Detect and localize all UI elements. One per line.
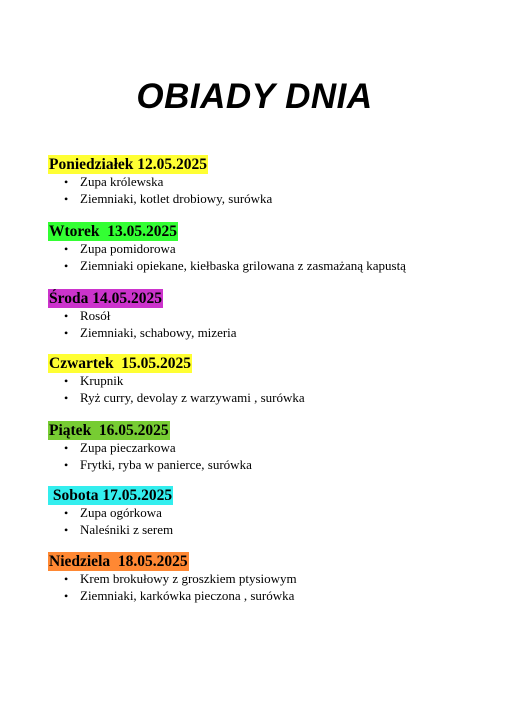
menu-list xyxy=(48,440,488,473)
bullet-icon: • xyxy=(64,374,69,388)
menu-list xyxy=(48,174,488,207)
menu-item: • Rosół xyxy=(64,308,111,323)
bullet-icon: • xyxy=(64,175,69,189)
menu-item: • Ziemniaki, karkówka pieczona , surówka xyxy=(64,587,295,603)
page-title: OBIADY DNIA xyxy=(136,77,373,117)
menu-item: • Ziemniaki opiekane, kiełbaska grilowana z zasmażaną kapustą xyxy=(64,257,406,273)
bullet-icon: • xyxy=(64,309,69,323)
day-header: Sobota 17.05.2025 xyxy=(49,487,173,504)
day-header: Niedziela 18.05.2025 xyxy=(49,553,188,570)
day-tuesday xyxy=(48,222,488,274)
day-wednesday xyxy=(48,289,488,341)
bullet-icon: • xyxy=(64,258,69,273)
bullet-icon: • xyxy=(64,506,69,520)
menu-item: • Zupa pieczarkowa xyxy=(64,440,176,455)
bullet-icon: • xyxy=(64,191,69,206)
day-sunday xyxy=(48,552,488,604)
menu-list xyxy=(48,241,488,274)
bullet-icon: • xyxy=(64,588,69,603)
menu-item: • Zupa pomidorowa xyxy=(64,241,176,256)
menu-list xyxy=(48,571,488,604)
menu-list xyxy=(48,373,488,406)
day-saturday xyxy=(48,486,488,538)
menu-item: • Ziemniaki, kotlet drobiowy, surówka xyxy=(64,190,273,206)
day-header: Piątek 16.05.2025 xyxy=(49,422,169,439)
bullet-icon: • xyxy=(64,441,69,455)
bullet-icon: • xyxy=(64,522,69,537)
menu-item: • Zupa królewska xyxy=(64,174,164,189)
menu-item: • Krupnik xyxy=(64,373,124,388)
menu-item: • Frytki, ryba w panierce, surówka xyxy=(64,456,252,472)
bullet-icon: • xyxy=(64,572,69,586)
day-header: Poniedziałek 12.05.2025 xyxy=(49,156,208,173)
day-friday xyxy=(48,421,488,473)
bullet-icon: • xyxy=(64,390,69,405)
menu-list xyxy=(48,308,488,341)
day-header: Wtorek 13.05.2025 xyxy=(49,223,178,240)
day-monday xyxy=(48,155,488,207)
day-header: Czwartek 15.05.2025 xyxy=(49,355,192,372)
menu-item: • Naleśniki z serem xyxy=(64,521,174,537)
menu-item: • Krem brokułowy z groszkiem ptysiowym xyxy=(64,571,297,586)
bullet-icon: • xyxy=(64,242,69,256)
day-header: Środa 14.05.2025 xyxy=(49,290,162,307)
bullet-icon: • xyxy=(64,457,69,472)
menu-item: • Zupa ogórkowa xyxy=(64,505,162,520)
menu-item: • Ryż curry, devolay z warzywami , surówka xyxy=(64,389,305,405)
day-thursday xyxy=(48,354,488,406)
menu-item: • Ziemniaki, schabowy, mizeria xyxy=(64,324,237,340)
menu-list xyxy=(48,505,488,538)
bullet-icon: • xyxy=(64,325,69,340)
